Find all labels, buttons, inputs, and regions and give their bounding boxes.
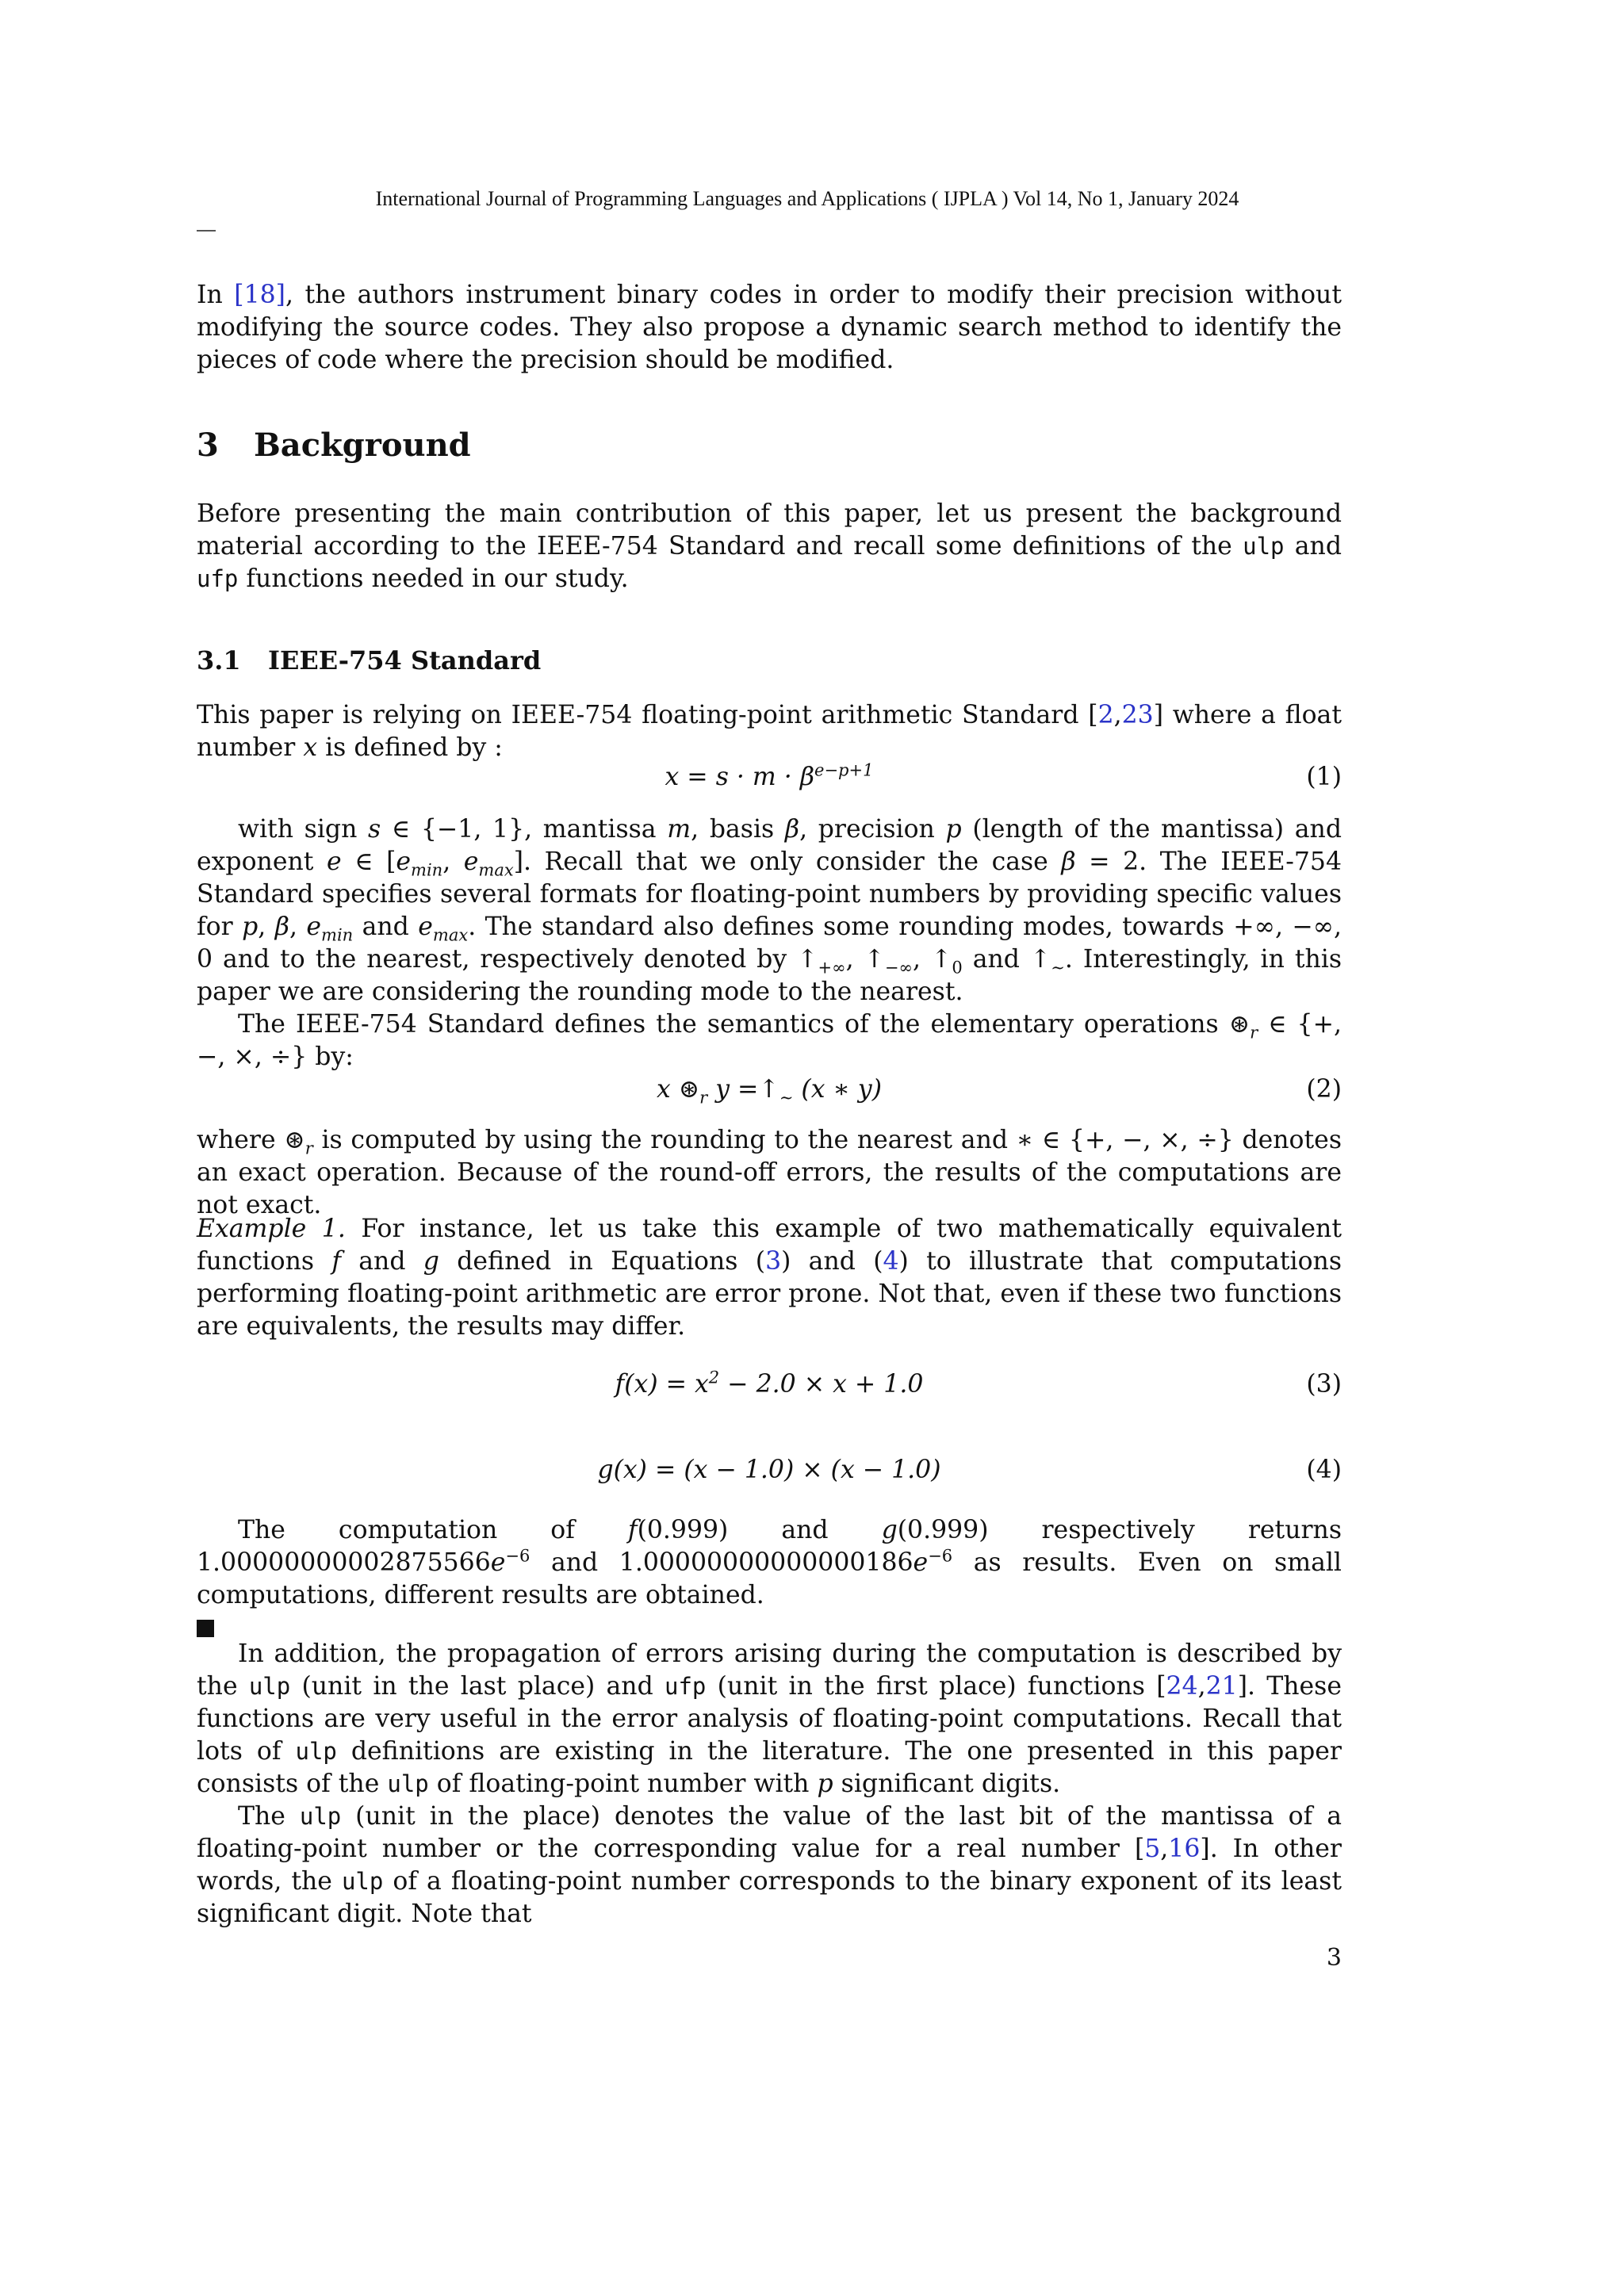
- ieee-paragraph: This paper is relying on IEEE-754 floating-point arithmetic Standard [2,23] where a float number x is defined by :: [197, 701, 1342, 762]
- running-head: International Journal of Programming Languages and Applications ( IJPLA ) Vol 14, No 1, January 2024: [375, 187, 1239, 210]
- example-paragraph: Example 1. For instance, let us take this example of two mathematically equivalent functions f and g defined in Equations (3) and (4) to illustrate that computations performing floating-point arithmetic are error prone. Not that, even if these two functions are equivalents, the results may differ.: [197, 1215, 1342, 1341]
- citation-link[interactable]: 24: [1166, 1672, 1198, 1701]
- subsection-heading: 3.1 IEEE-754 Standard: [197, 645, 542, 675]
- citation-link[interactable]: 21: [1205, 1672, 1238, 1701]
- section-intro-paragraph: Before presenting the main contribution of this paper, let us present the background material according to the IEEE-754 Standard and recall some definitions of the ulp and ufp functions needed in our study.: [197, 499, 1342, 593]
- example-label: Example 1.: [197, 1215, 346, 1243]
- equation-2: x $⊛_r$ $y =↑_\sim$ (x ∗ y) (2): [656, 1075, 1342, 1108]
- equation-number: (2): [1306, 1075, 1342, 1104]
- semantics-paragraph: The IEEE-754 Standard defines the semantics of the elementary operations $⊛_r$ ∈ {+, −, ×, ÷} by:: [197, 1010, 1342, 1071]
- equation-link[interactable]: 3: [765, 1247, 782, 1276]
- page-number: 3: [1326, 1944, 1342, 1972]
- citation-link[interactable]: 2: [1097, 701, 1114, 729]
- citation-link[interactable]: 5: [1144, 1835, 1161, 1863]
- where-paragraph: where $⊛_r$ is computed by using the rounding to the nearest and ∗ ∈ {+, −, ×, ÷} denotes an exact operation. Because of the round-off errors, the results of the computations are not exact.: [197, 1126, 1342, 1219]
- sign-mantissa-paragraph: with sign s ∈ {−1, 1}, mantissa m, basis β, precision p (length of the mantissa) and exponent e ∈ [$e_{min}$, $e_{max}$]. Recall that we only consider the case β = 2. The IEEE-754 Standard specifies several formats for floating-point numbers by providing specific values for p, β, $e_{min}$ and $e_{max}$. The standard also defines some rounding modes, towards +∞, −∞, 0 and to the nearest, respectively denoted by $↑_{+\infty}$, $↑_{-\infty}$, $↑_0$ and $↑_\sim$. Interestingly, in this paper we are considering the rounding mode to the nearest. The IEEE-754 Standard defines the semantics of the elementary operations $⊛_r$ ∈ {+, −, ×, ÷} by:: [197, 813, 1342, 1073]
- results-paragraph: The computation of f(0.999) and g(0.999) respectively returns $1.00000000002875566e^{-6}$ and $1.00000000000000186e^{-6}$ as results. Even on small computations, different results are obtained.: [197, 1514, 1342, 1644]
- header-rule: [197, 230, 216, 232]
- equation-4: g(x) = (x − 1.0) × (x − 1.0) (4): [597, 1456, 1342, 1484]
- equation-number: (1): [1306, 763, 1342, 791]
- equation-3: $f(x) = x^2 - 2.0 \times x + 1.0$ (3): [615, 1368, 1342, 1399]
- citation-link[interactable]: 23: [1121, 701, 1154, 729]
- equation-link[interactable]: 4: [883, 1247, 899, 1276]
- citation-link[interactable]: [18]: [234, 281, 285, 309]
- qed-symbol: [197, 1620, 214, 1637]
- intro-paragraph: In [18], the authors instrument binary codes in order to modify their precision without modifying the source codes. They also propose a dynamic search method to identify the pieces of code where the precision should be modified.: [197, 281, 1342, 374]
- section-heading: 3 Background: [197, 427, 471, 464]
- addition-paragraph: In addition, the propagation of errors arising during the computation is described by the ulp (unit in the last place) and ufp (unit in the first place) functions [24,21]. These functions are very useful in the error analysis of floating-point computations. Recall that lots of ulp definitions are existing in the literature. The one presented in this paper consists of the ulp of floating-point number with p significant digits. The ulp (unit in the place) denotes the value of the last bit of the mantissa of a floating-point number or the corresponding value for a real number [5,16]. In other words, the ulp of a floating-point number corresponds to the binary exponent of its least significant digit. Note that: [197, 1638, 1342, 1931]
- equation-1: $x = s \cdot m \cdot \beta^{e-p+1}$ (1): [665, 760, 1342, 791]
- equation-number: (4): [1306, 1456, 1342, 1484]
- ulp-paragraph: The ulp (unit in the place) denotes the value of the last bit of the mantissa of a floating-point number or the corresponding value for a real number [5,16]. In other words, the ulp of a floating-point number corresponds to the binary exponent of its least significant digit. Note that: [197, 1802, 1342, 1928]
- equation-number: (3): [1306, 1370, 1342, 1399]
- citation-link[interactable]: 16: [1168, 1835, 1201, 1863]
